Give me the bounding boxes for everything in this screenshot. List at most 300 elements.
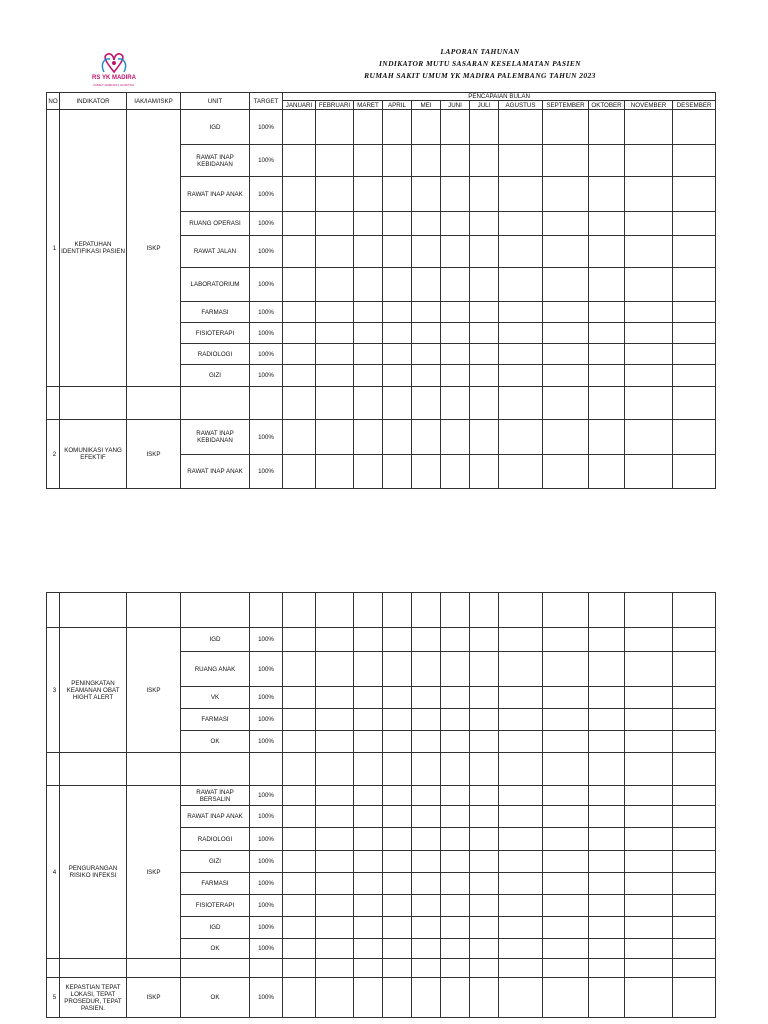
month-value-cell [673,420,716,455]
month-value-cell [283,687,316,709]
month-value-cell [283,786,316,806]
month-value-cell [499,895,543,917]
month-value-cell [625,177,673,212]
header-month: AGUSTUS [499,101,543,110]
unit-cell: FARMASI [181,302,250,323]
month-value-cell [470,302,499,323]
month-value-cell [589,593,625,628]
blank-unit-cell [181,387,250,420]
month-value-cell [354,978,383,1018]
month-value-cell [673,145,716,177]
month-value-cell [625,687,673,709]
target-cell: 100% [250,236,283,268]
month-value-cell [412,177,441,212]
month-value-cell [589,806,625,828]
month-value-cell [316,455,354,489]
month-value-cell [441,420,470,455]
month-value-cell [589,873,625,895]
month-value-cell [543,387,589,420]
month-value-cell [383,959,412,978]
month-value-cell [589,344,625,365]
header-month: APRIL [383,101,412,110]
month-value-cell [589,652,625,687]
table-row [47,593,716,628]
row-number: 5 [47,978,60,1018]
month-value-cell [383,212,412,236]
month-value-cell [470,593,499,628]
report-title-line-1: LAPORAN TAHUNAN [440,47,520,56]
month-value-cell [589,786,625,806]
month-value-cell [283,851,316,873]
month-value-cell [673,177,716,212]
month-value-cell [383,939,412,959]
month-value-cell [316,628,354,652]
report-title-line-3: RUMAH SAKIT UMUM YK MADIRA PALEMBANG TAHUN 2023 [364,71,596,80]
month-value-cell [441,593,470,628]
month-value-cell [470,978,499,1018]
month-value-cell [625,344,673,365]
month-value-cell [470,828,499,851]
table-row [47,978,716,1018]
month-value-cell [383,978,412,1018]
month-value-cell [316,709,354,731]
month-value-cell [283,873,316,895]
month-value-cell [499,145,543,177]
month-value-cell [543,959,589,978]
row-number: 2 [47,420,60,489]
month-value-cell [441,917,470,939]
month-value-cell [283,628,316,652]
table-row [47,93,716,101]
month-value-cell [354,709,383,731]
month-value-cell [543,365,589,387]
header-month: NOVEMBER [625,101,673,110]
month-value-cell [412,420,441,455]
month-value-cell [412,302,441,323]
month-value-cell [625,806,673,828]
month-value-cell [383,851,412,873]
month-value-cell [589,851,625,873]
month-value-cell [470,365,499,387]
month-value-cell [673,652,716,687]
month-value-cell [354,895,383,917]
month-value-cell [354,387,383,420]
month-value-cell [316,212,354,236]
month-value-cell [316,236,354,268]
month-value-cell [441,851,470,873]
unit-cell: RAWAT INAP ANAK [181,806,250,828]
target-cell: 100% [250,709,283,731]
month-value-cell [625,455,673,489]
month-value-cell [589,420,625,455]
header-month: MARET [354,101,383,110]
kategori-cell: ISKP [127,978,181,1018]
header-indikator: INDIKATOR [60,93,127,110]
header-iak: IAK/IAM/ISKP [127,93,181,110]
month-value-cell [412,709,441,731]
month-value-cell [673,828,716,851]
month-value-cell [354,917,383,939]
month-value-cell [543,731,589,753]
month-value-cell [412,939,441,959]
blank-target-cell [250,593,283,628]
month-value-cell [673,786,716,806]
month-value-cell [470,455,499,489]
month-value-cell [383,709,412,731]
month-value-cell [543,145,589,177]
month-value-cell [543,593,589,628]
month-value-cell [499,110,543,145]
header-pencapaian-bulan: PENCAPAIAN BULAN [283,93,716,101]
target-cell: 100% [250,302,283,323]
month-value-cell [412,455,441,489]
month-value-cell [543,455,589,489]
target-cell: 100% [250,895,283,917]
unit-cell: FISIOTERAPI [181,323,250,344]
month-value-cell [316,806,354,828]
month-value-cell [412,731,441,753]
month-value-cell [499,828,543,851]
blank-target-cell [250,959,283,978]
target-cell: 100% [250,268,283,302]
month-value-cell [625,731,673,753]
month-value-cell [673,939,716,959]
month-value-cell [354,145,383,177]
unit-cell: GIZI [181,365,250,387]
month-value-cell [625,786,673,806]
month-value-cell [499,593,543,628]
month-value-cell [543,873,589,895]
month-value-cell [316,828,354,851]
month-value-cell [625,939,673,959]
month-value-cell [412,917,441,939]
blank-no-cell [47,959,60,978]
target-cell: 100% [250,917,283,939]
table-row [47,786,716,806]
month-value-cell [499,917,543,939]
month-value-cell [470,110,499,145]
target-cell: 100% [250,978,283,1018]
blank-no-cell [47,387,60,420]
month-value-cell [283,917,316,939]
month-value-cell [383,873,412,895]
month-value-cell [499,268,543,302]
header-month: DESEMBER [673,101,716,110]
unit-cell: FISIOTERAPI [181,895,250,917]
unit-cell: FARMASI [181,873,250,895]
month-value-cell [543,110,589,145]
month-value-cell [589,387,625,420]
month-value-cell [441,387,470,420]
month-value-cell [354,753,383,786]
month-value-cell [470,851,499,873]
row-number: 3 [47,628,60,753]
month-value-cell [441,828,470,851]
month-value-cell [412,212,441,236]
month-value-cell [673,455,716,489]
month-value-cell [673,236,716,268]
month-value-cell [470,236,499,268]
month-value-cell [316,593,354,628]
month-value-cell [354,344,383,365]
month-value-cell [470,177,499,212]
month-value-cell [441,236,470,268]
header-month: JUNI [441,101,470,110]
blank-indikator-cell [60,387,127,420]
header-no: NO [47,93,60,110]
month-value-cell [589,895,625,917]
month-value-cell [470,709,499,731]
month-value-cell [470,145,499,177]
month-value-cell [316,420,354,455]
month-value-cell [316,323,354,344]
month-value-cell [673,593,716,628]
month-value-cell [412,323,441,344]
blank-indikator-cell [60,959,127,978]
month-value-cell [673,268,716,302]
unit-cell: LABORATORIUM [181,268,250,302]
month-value-cell [441,709,470,731]
month-value-cell [383,344,412,365]
report-table [46,92,716,489]
month-value-cell [283,895,316,917]
target-cell: 100% [250,212,283,236]
month-value-cell [470,420,499,455]
month-value-cell [354,828,383,851]
month-value-cell [283,420,316,455]
month-value-cell [625,387,673,420]
month-value-cell [383,753,412,786]
month-value-cell [673,387,716,420]
month-value-cell [673,302,716,323]
month-value-cell [283,731,316,753]
blank-kategori-cell [127,593,181,628]
target-cell: 100% [250,420,283,455]
month-value-cell [383,110,412,145]
target-cell: 100% [250,939,283,959]
month-value-cell [589,709,625,731]
month-value-cell [283,268,316,302]
kategori-cell: ISKP [127,420,181,489]
month-value-cell [412,110,441,145]
blank-unit-cell [181,593,250,628]
month-value-cell [543,236,589,268]
month-value-cell [316,753,354,786]
month-value-cell [625,145,673,177]
unit-cell: RUANG ANAK [181,652,250,687]
month-value-cell [412,344,441,365]
month-value-cell [316,978,354,1018]
month-value-cell [412,365,441,387]
target-cell: 100% [250,455,283,489]
month-value-cell [543,806,589,828]
month-value-cell [383,387,412,420]
blank-no-cell [47,593,60,628]
month-value-cell [625,323,673,344]
month-value-cell [383,323,412,344]
month-value-cell [354,177,383,212]
month-value-cell [673,110,716,145]
blank-unit-cell [181,959,250,978]
target-cell: 100% [250,828,283,851]
row-number: 4 [47,786,60,959]
unit-cell: RUANG OPERASI [181,212,250,236]
month-value-cell [354,593,383,628]
month-value-cell [383,786,412,806]
month-value-cell [673,978,716,1018]
month-value-cell [625,593,673,628]
month-value-cell [316,177,354,212]
unit-cell: IGD [181,628,250,652]
month-value-cell [441,344,470,365]
target-cell: 100% [250,851,283,873]
month-value-cell [441,873,470,895]
month-value-cell [625,917,673,939]
month-value-cell [625,652,673,687]
month-value-cell [283,110,316,145]
table-row [47,110,716,145]
month-value-cell [441,365,470,387]
month-value-cell [673,323,716,344]
indikator-name: PENGURANGAN RISIKO INFEKSI [60,786,127,959]
month-value-cell [499,365,543,387]
month-value-cell [589,753,625,786]
month-value-cell [499,344,543,365]
month-value-cell [441,212,470,236]
month-value-cell [499,731,543,753]
month-value-cell [543,687,589,709]
month-value-cell [625,212,673,236]
month-value-cell [412,895,441,917]
month-value-cell [283,806,316,828]
month-value-cell [383,652,412,687]
month-value-cell [283,455,316,489]
kategori-cell: ISKP [127,110,181,387]
month-value-cell [673,628,716,652]
month-value-cell [383,365,412,387]
unit-cell: RADIOLOGI [181,828,250,851]
month-value-cell [383,455,412,489]
month-value-cell [441,177,470,212]
month-value-cell [499,420,543,455]
month-value-cell [625,895,673,917]
month-value-cell [543,786,589,806]
month-value-cell [543,628,589,652]
month-value-cell [589,978,625,1018]
month-value-cell [316,917,354,939]
month-value-cell [412,593,441,628]
header-month: SEPTEMBER [543,101,589,110]
month-value-cell [441,268,470,302]
month-value-cell [543,420,589,455]
month-value-cell [499,873,543,895]
month-value-cell [543,753,589,786]
unit-cell: RADIOLOGI [181,344,250,365]
table-row [47,753,716,786]
month-value-cell [499,709,543,731]
month-value-cell [412,978,441,1018]
target-cell: 100% [250,731,283,753]
month-value-cell [354,268,383,302]
blank-kategori-cell [127,387,181,420]
month-value-cell [383,806,412,828]
month-value-cell [283,753,316,786]
month-value-cell [383,895,412,917]
unit-cell: VK [181,687,250,709]
month-value-cell [499,939,543,959]
month-value-cell [441,628,470,652]
month-value-cell [470,687,499,709]
month-value-cell [316,687,354,709]
month-value-cell [383,917,412,939]
month-value-cell [673,895,716,917]
month-value-cell [412,851,441,873]
month-value-cell [543,268,589,302]
month-value-cell [383,302,412,323]
blank-target-cell [250,753,283,786]
month-value-cell [354,420,383,455]
unit-cell: RAWAT INAP ANAK [181,177,250,212]
logo-tagline: FAMILY FRIENDLY HOSPITAL [93,83,135,87]
month-value-cell [589,323,625,344]
month-value-cell [316,652,354,687]
header-month: MEI [412,101,441,110]
month-value-cell [499,236,543,268]
month-value-cell [441,753,470,786]
month-value-cell [470,731,499,753]
month-value-cell [316,786,354,806]
month-value-cell [412,652,441,687]
month-value-cell [441,895,470,917]
month-value-cell [589,628,625,652]
report-title-line-2: INDIKATOR MUTU SASARAN KESELAMATAN PASIEN [378,59,582,68]
table-row [47,387,716,420]
month-value-cell [283,939,316,959]
month-value-cell [543,302,589,323]
month-value-cell [412,806,441,828]
month-value-cell [543,323,589,344]
month-value-cell [589,687,625,709]
unit-cell: RAWAT INAP BERSALIN [181,786,250,806]
month-value-cell [412,959,441,978]
month-value-cell [543,709,589,731]
header-month: JANUARI [283,101,316,110]
target-cell: 100% [250,687,283,709]
month-value-cell [383,593,412,628]
month-value-cell [625,709,673,731]
month-value-cell [499,786,543,806]
month-value-cell [470,212,499,236]
month-value-cell [589,268,625,302]
month-value-cell [543,212,589,236]
month-value-cell [283,709,316,731]
blank-kategori-cell [127,753,181,786]
target-cell: 100% [250,344,283,365]
month-value-cell [283,236,316,268]
unit-cell: IGD [181,110,250,145]
month-value-cell [625,978,673,1018]
month-value-cell [412,387,441,420]
month-value-cell [283,212,316,236]
month-value-cell [589,302,625,323]
kategori-cell: ISKP [127,786,181,959]
blank-indikator-cell [60,593,127,628]
month-value-cell [673,709,716,731]
month-value-cell [589,212,625,236]
month-value-cell [354,851,383,873]
month-value-cell [543,344,589,365]
month-value-cell [412,236,441,268]
